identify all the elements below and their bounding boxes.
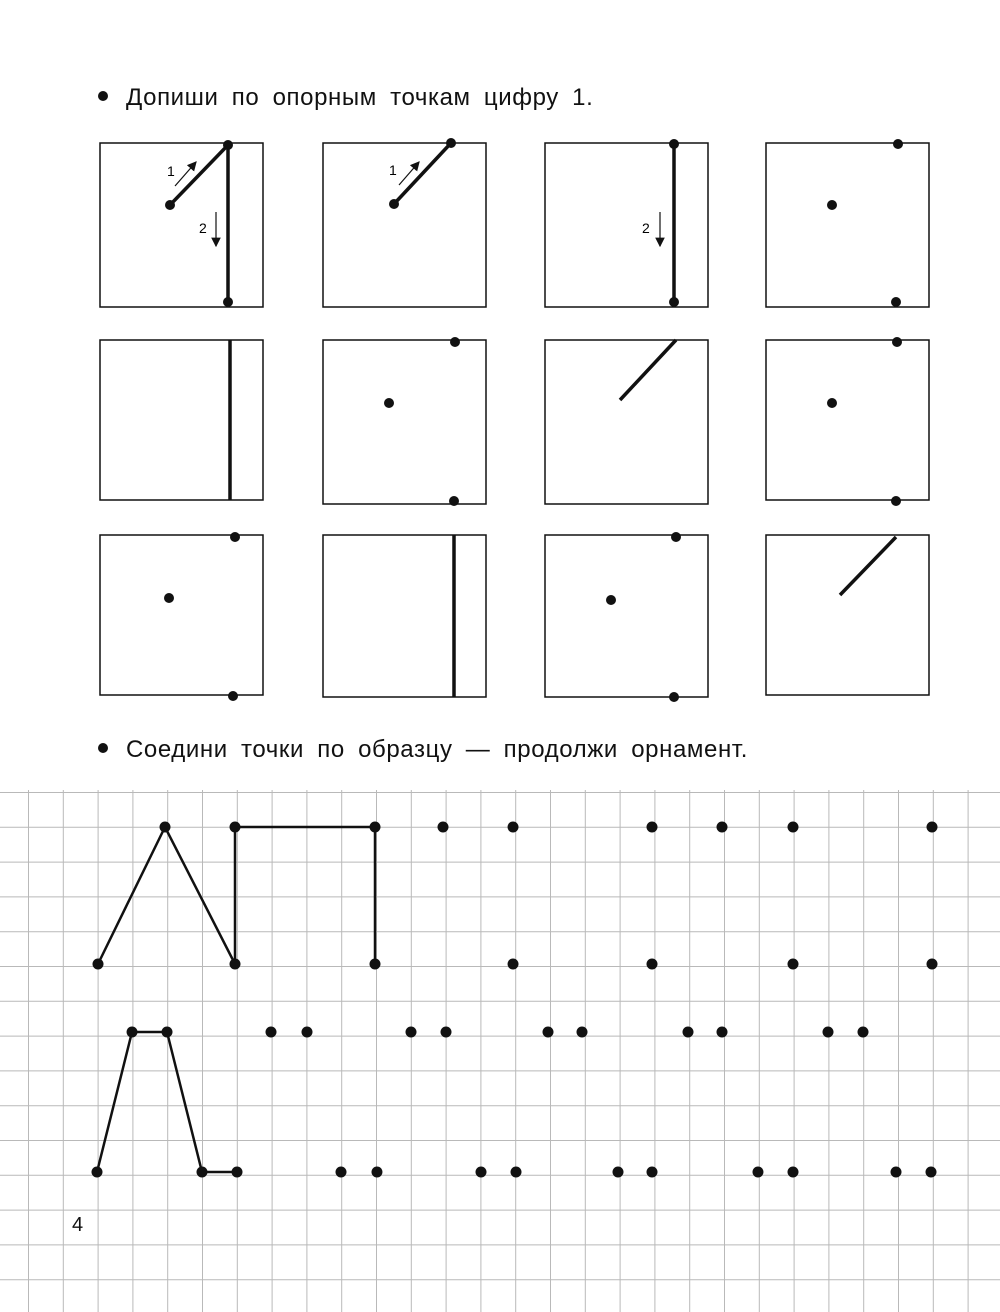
ornament-row-2-sample — [97, 1032, 237, 1172]
ornament-row-1-sample — [98, 827, 375, 964]
page-number: 4 — [72, 1214, 84, 1236]
task-2-text: Соедини точки по образцу — продолжи орнамент. — [126, 736, 748, 763]
arrow-label-1: 1 — [389, 162, 397, 178]
arrow-label-2: 2 — [199, 220, 207, 236]
task-1-text: Допиши по опорным точкам цифру 1. — [126, 84, 594, 111]
arrow-label-1: 1 — [167, 163, 175, 179]
grid-lines — [0, 790, 1000, 1312]
arrow-label-2: 2 — [642, 220, 650, 236]
ornament-row-1-dots — [93, 822, 938, 970]
ornament-row-2-dots — [92, 1027, 937, 1178]
